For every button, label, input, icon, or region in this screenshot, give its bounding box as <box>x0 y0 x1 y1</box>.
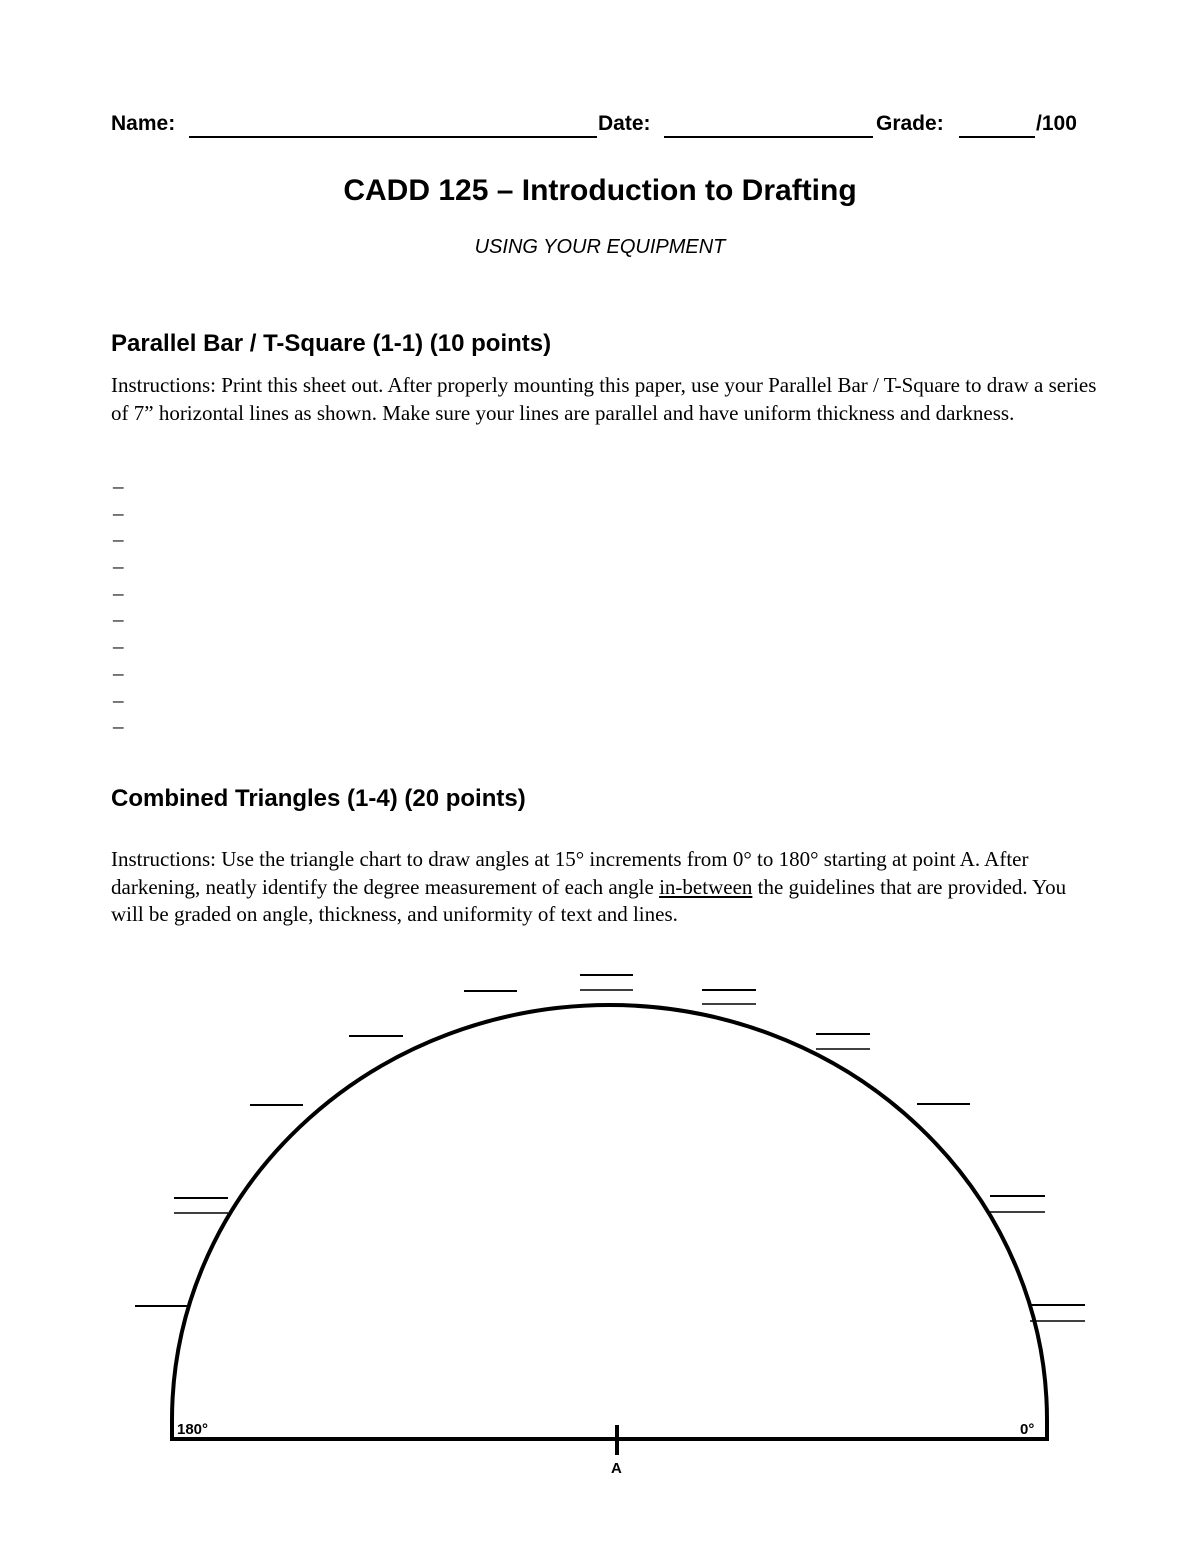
protractor-chart <box>0 960 1200 1500</box>
dash-marker: _ <box>113 680 124 705</box>
practice-line-markers <box>113 466 124 733</box>
instructions-text-part1: Instructions: Use the triangle chart to draw angles at 15° increments from 0° to 180° starting at point A. After darkening, neatly identify the degree measurement of each angle <box>111 847 1029 899</box>
dash-marker: _ <box>113 707 124 732</box>
label-point-a: A <box>611 1460 622 1477</box>
name-blank-line <box>189 136 597 138</box>
section-heading-combined-triangles: Combined Triangles (1-4) (20 points) <box>111 785 526 812</box>
name-label: Name: <box>111 112 176 135</box>
grade-total: /100 <box>1036 112 1077 135</box>
dash-marker: _ <box>113 653 124 678</box>
dash-marker: _ <box>113 573 124 598</box>
instructions-text-part2: the guidelines that are provided. You will be graded on angle, thickness, and uniformity of text and lines. <box>111 874 1067 926</box>
dash-marker: _ <box>113 493 124 518</box>
student-info-row <box>111 112 1091 142</box>
dash-marker: _ <box>113 600 124 625</box>
dash-marker: _ <box>113 467 124 491</box>
label-0-degrees: 0° <box>1020 1421 1035 1438</box>
instructions-emphasis: in-between <box>659 874 753 899</box>
document-title: CADD 125 – Introduction to Drafting <box>343 174 857 207</box>
section-heading-parallel-bar: Parallel Bar / T-Square (1-1) (10 points) <box>111 330 552 357</box>
label-180-degrees: 180° <box>177 1421 209 1438</box>
grade-label: Grade: <box>876 112 944 135</box>
instructions-combined-triangles <box>111 846 1101 929</box>
grade-blank-line <box>959 136 1035 138</box>
dash-marker: _ <box>113 627 124 652</box>
semicircle-outline <box>172 1005 1047 1439</box>
dash-marker: _ <box>113 547 124 572</box>
date-label: Date: <box>598 112 651 135</box>
date-blank-line <box>664 136 873 138</box>
dash-marker: _ <box>113 520 124 545</box>
document-subtitle: USING YOUR EQUIPMENT <box>474 236 726 258</box>
instructions-parallel-bar: Instructions: Print this sheet out. After properly mounting this paper, use your Parallel Bar / T-Square to draw a series of 7” horizontal lines as shown. Make sure your lines are parallel and have uniform thickness and darkness. <box>111 373 1097 425</box>
